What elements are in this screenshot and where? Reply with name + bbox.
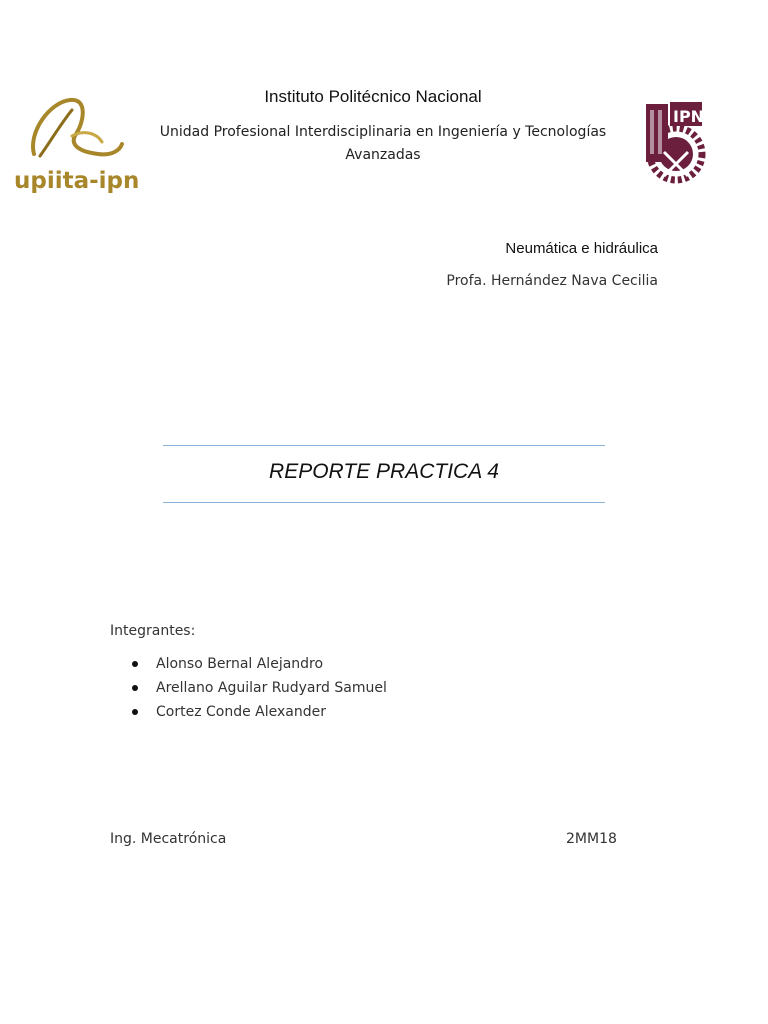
member-name: Alonso Bernal Alejandro bbox=[156, 656, 324, 672]
title-divider-bottom bbox=[163, 502, 605, 503]
member-name: Arellano Aguilar Rudyard Samuel bbox=[156, 680, 387, 696]
list-item bbox=[128, 677, 387, 701]
bullet-icon bbox=[132, 685, 138, 691]
report-title: REPORTE PRACTICA 4 bbox=[269, 460, 499, 483]
institution-name: Instituto Politécnico Nacional bbox=[264, 87, 482, 106]
career-name: Ing. Mecatrónica bbox=[110, 831, 227, 847]
subject-name: Neumática e hidráulica bbox=[505, 240, 658, 257]
upiita-logo-text: upiita-ipn bbox=[14, 168, 140, 194]
upiita-logo bbox=[10, 92, 150, 196]
members-label: Integrantes: bbox=[110, 623, 196, 639]
list-item bbox=[128, 701, 387, 725]
members-list bbox=[128, 653, 387, 725]
ipn-logo-text: IPN bbox=[673, 107, 705, 126]
teacher-name: Profa. Hernández Nava Cecilia bbox=[446, 273, 658, 289]
group-code: 2MM18 bbox=[566, 831, 617, 847]
list-item bbox=[128, 653, 387, 677]
bullet-icon bbox=[132, 661, 138, 667]
title-divider-top bbox=[163, 445, 605, 446]
bullet-icon bbox=[132, 709, 138, 715]
unit-name: Unidad Profesional Interdisciplinaria en Ingeniería y Tecnologías Avanzadas bbox=[159, 124, 607, 163]
member-name: Cortez Conde Alexander bbox=[156, 704, 326, 720]
ipn-logo bbox=[640, 96, 708, 194]
